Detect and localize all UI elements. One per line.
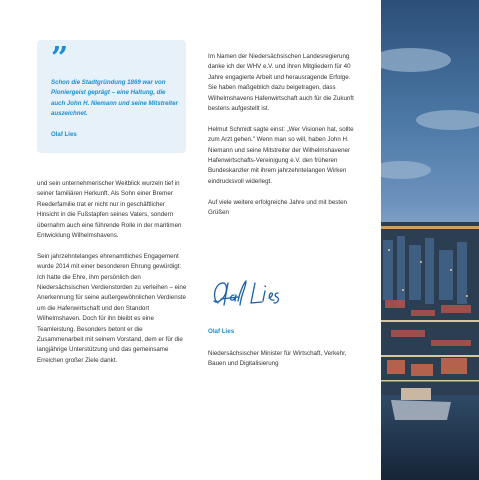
body-paragraph: Im Namen der Niedersächsischen Landesregierung danke ich der WHV e.V. und ihren Mitgliedern für 40 Jahre engagierte Arbeit und herausragende Erfolge. Sie haben maßgeblich dazu beigetragen, dass Wilhelmshavens Hafenwirtschaft auch für die Zukunft bestens aufgestellt ist. [208,53,354,113]
harbor-photo [381,0,479,480]
signatory-role: Niedersächsischer Minister für Wirtschaft, Verkehr, Bauen und Digitalisierung [208,350,347,368]
quote-mark-icon: ” [51,41,69,76]
signatory-name: Olaf Lies [208,328,235,335]
right-text-column [208,52,360,229]
body-paragraph: Sein jahrzehntelanges ehrenamtliches Engagement wurde 2014 mit einer besonderen Ehrung gewürdigt: Ich hatte die Ehre, ihm persönlich den Niedersächsischen Verdienstorden zu verleihen – eine Anerkennung für seine außergewöhnlichen Verdienste um die Hafenwirtschaft und den Standort Wilhelmshaven. Doch für ihn bleibt es eine Teamleistung. Besonders betont er die Zusammenarbeit mit seinem Vorstand, dem er für die langjährige Unterstützung und das gemeinsame Erreichen großer Ziele dankt. [37,252,187,364]
handwritten-signature [208,277,284,311]
pull-quote-text: Schon die Stadtgründung 1869 war von Pioniergeist geprägt – eine Haltung, die auch John H. Niemann und seine Mitstreiter auszeichnet. [51,79,178,118]
body-paragraph: Helmut Schmidt sagte einst: „Wer Visionen hat, sollte zum Arzt gehen." Wenn man so will, haben John H. Niemann und seine Mitstreiter der Wilhelmshavener Hafenwirtschafts-Vereinigung e.V. den früheren Bundeskanzler mit ihrem jahrzehntelangen Wirken eindrucksvoll widerlegt. [208,125,354,185]
left-text-column [37,179,187,377]
pull-quote-box [37,40,186,153]
body-paragraph: und sein unternehmerischer Weitblick wurzeln tief in seiner familiären Herkunft. Als Sohn einer Bremer Reederfamilie trat er nicht nur in geschäftlicher Hinsicht in die Fußstapfen seines Vaters, sondern übernahm auch eine führende Rolle in der maritimen Entwicklung Wilhelmshavens. [37,180,182,240]
pull-quote-author: Olaf Lies [51,131,77,138]
closing-paragraph: Auf viele weitere erfolgreiche Jahre und mit besten Grüßen [208,198,347,217]
